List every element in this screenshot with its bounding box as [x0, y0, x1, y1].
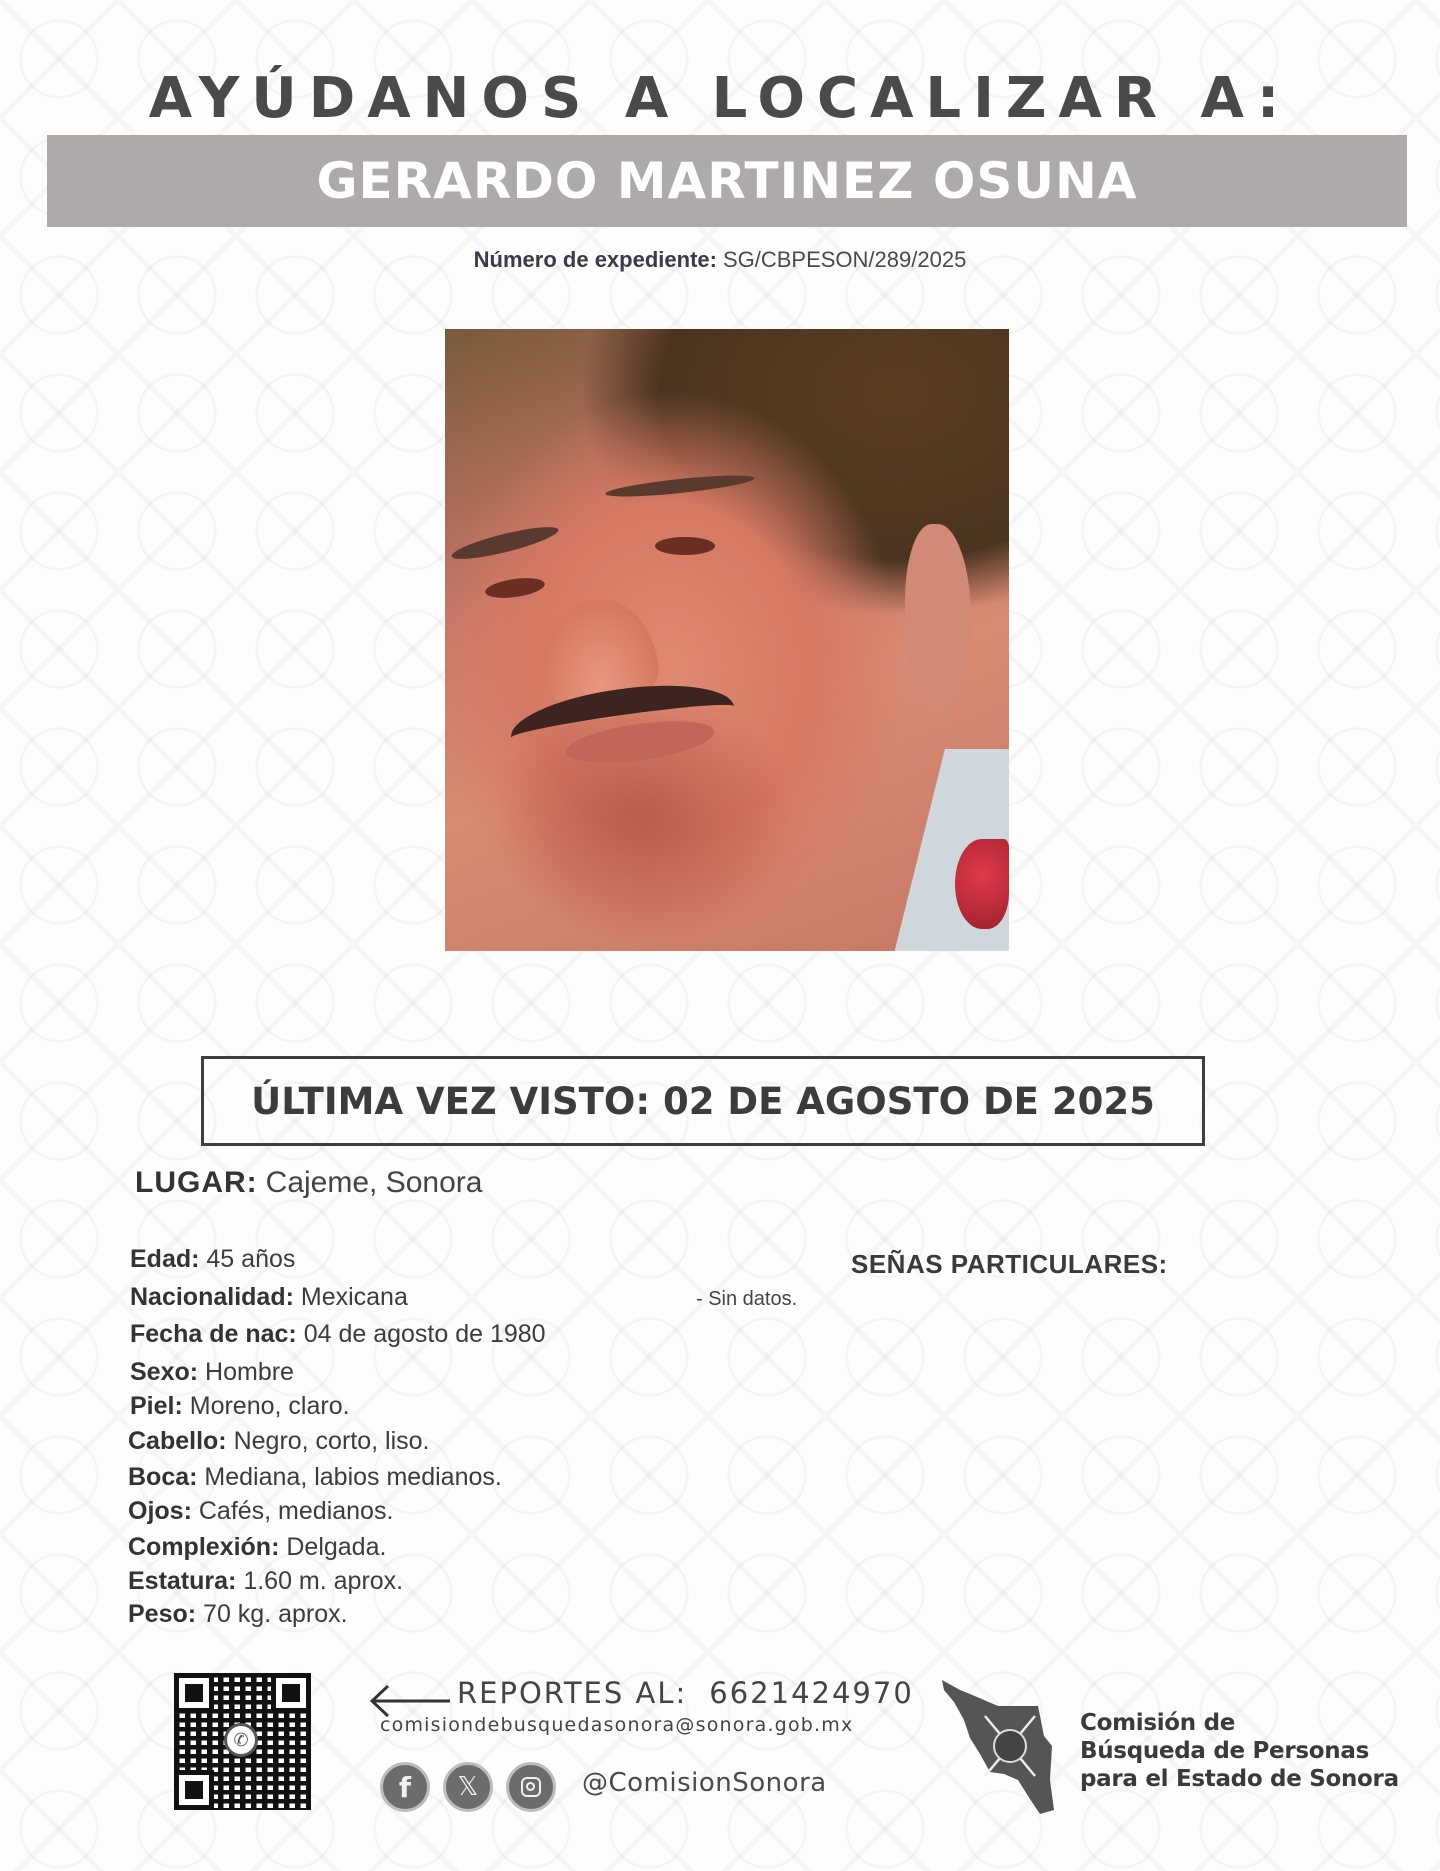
detail-label: Edad:	[130, 1245, 200, 1273]
photo-detail	[955, 839, 1009, 929]
organization-name	[1080, 1709, 1399, 1793]
distinguishing-marks-value: - Sin datos.	[696, 1288, 798, 1310]
location-value: Cajeme, Sonora	[265, 1166, 483, 1199]
photo-detail	[905, 524, 971, 714]
detail-label: Cabello:	[128, 1427, 227, 1455]
qr-finder	[174, 1673, 214, 1713]
whatsapp-phone-icon: ✆	[224, 1723, 258, 1757]
org-line: para el Estado de Sonora	[1080, 1766, 1399, 1792]
detail-birthdate	[130, 1320, 546, 1349]
detail-value: 1.60 m. aprox.	[243, 1567, 404, 1595]
contact-email[interactable]: comisiondebusquedasonora@sonora.gob.mx	[380, 1714, 854, 1736]
detail-label: Boca:	[128, 1463, 198, 1491]
reports-phone[interactable]: 6621424970	[709, 1676, 914, 1710]
detail-value: 45 años	[206, 1245, 296, 1273]
detail-hair	[128, 1427, 430, 1456]
detail-label: Piel:	[130, 1392, 183, 1420]
detail-value: 04 de agosto de 1980	[303, 1320, 546, 1348]
location-label: LUGAR:	[135, 1166, 258, 1199]
detail-value: Mediana, labios medianos.	[204, 1463, 502, 1491]
distinguishing-marks-label: SEÑAS PARTICULARES:	[851, 1249, 1168, 1279]
org-line: Búsqueda de Personas	[1080, 1738, 1369, 1764]
detail-build	[128, 1533, 386, 1562]
detail-nationality	[130, 1283, 408, 1312]
detail-label: Estatura:	[128, 1567, 237, 1595]
file-number-label: Número de expediente:	[473, 247, 717, 272]
detail-label: Ojos:	[128, 1497, 192, 1525]
qr-code[interactable]	[174, 1673, 311, 1810]
headline: AYÚDANOS A LOCALIZAR A:	[148, 66, 1292, 131]
photo-detail	[655, 537, 715, 555]
detail-weight	[128, 1600, 348, 1629]
reports-line	[457, 1676, 914, 1710]
qr-finder	[174, 1770, 214, 1810]
x-twitter-icon[interactable]: 𝕏	[443, 1762, 493, 1812]
qr-finder	[271, 1673, 311, 1713]
detail-label: Complexión:	[128, 1533, 280, 1561]
last-seen-text: ÚLTIMA VEZ VISTO: 02 DE AGOSTO DE 2025	[251, 1079, 1155, 1123]
detail-age	[130, 1245, 295, 1274]
detail-skin	[130, 1392, 350, 1421]
detail-label: Nacionalidad:	[130, 1283, 294, 1311]
camera-glyph	[521, 1777, 541, 1797]
person-name: GERARDO MARTINEZ OSUNA	[316, 152, 1138, 210]
detail-mouth	[128, 1463, 502, 1492]
detail-value: Hombre	[205, 1358, 294, 1386]
detail-label: Peso:	[128, 1600, 197, 1628]
facebook-icon[interactable]: f	[380, 1762, 430, 1812]
org-line: Comisión de	[1080, 1710, 1236, 1736]
detail-label: Sexo:	[130, 1358, 199, 1386]
instagram-icon[interactable]	[506, 1762, 556, 1812]
person-name-band	[47, 135, 1407, 227]
file-number	[0, 247, 1440, 273]
detail-value: Delgada.	[286, 1533, 387, 1561]
file-number-value: SG/CBPESON/289/2025	[722, 247, 967, 272]
photo-detail	[449, 521, 560, 565]
photo-detail	[605, 471, 756, 501]
location	[135, 1166, 482, 1200]
last-seen-box	[201, 1056, 1205, 1146]
social-handle[interactable]: @ComisionSonora	[582, 1768, 827, 1798]
detail-sex	[130, 1358, 294, 1387]
detail-label: Fecha de nac:	[130, 1320, 297, 1348]
detail-height	[128, 1567, 403, 1596]
detail-value: Mexicana	[300, 1283, 408, 1311]
sonora-map-logo-icon	[940, 1676, 1065, 1816]
detail-value: 70 kg. aprox.	[203, 1600, 348, 1628]
person-photo	[445, 329, 1009, 951]
reports-label: REPORTES AL:	[457, 1676, 688, 1710]
detail-value: Negro, corto, liso.	[233, 1427, 430, 1455]
photo-detail	[484, 575, 546, 601]
detail-value: Moreno, claro.	[189, 1392, 350, 1420]
detail-value: Cafés, medianos.	[198, 1497, 394, 1525]
detail-eyes	[128, 1497, 393, 1526]
